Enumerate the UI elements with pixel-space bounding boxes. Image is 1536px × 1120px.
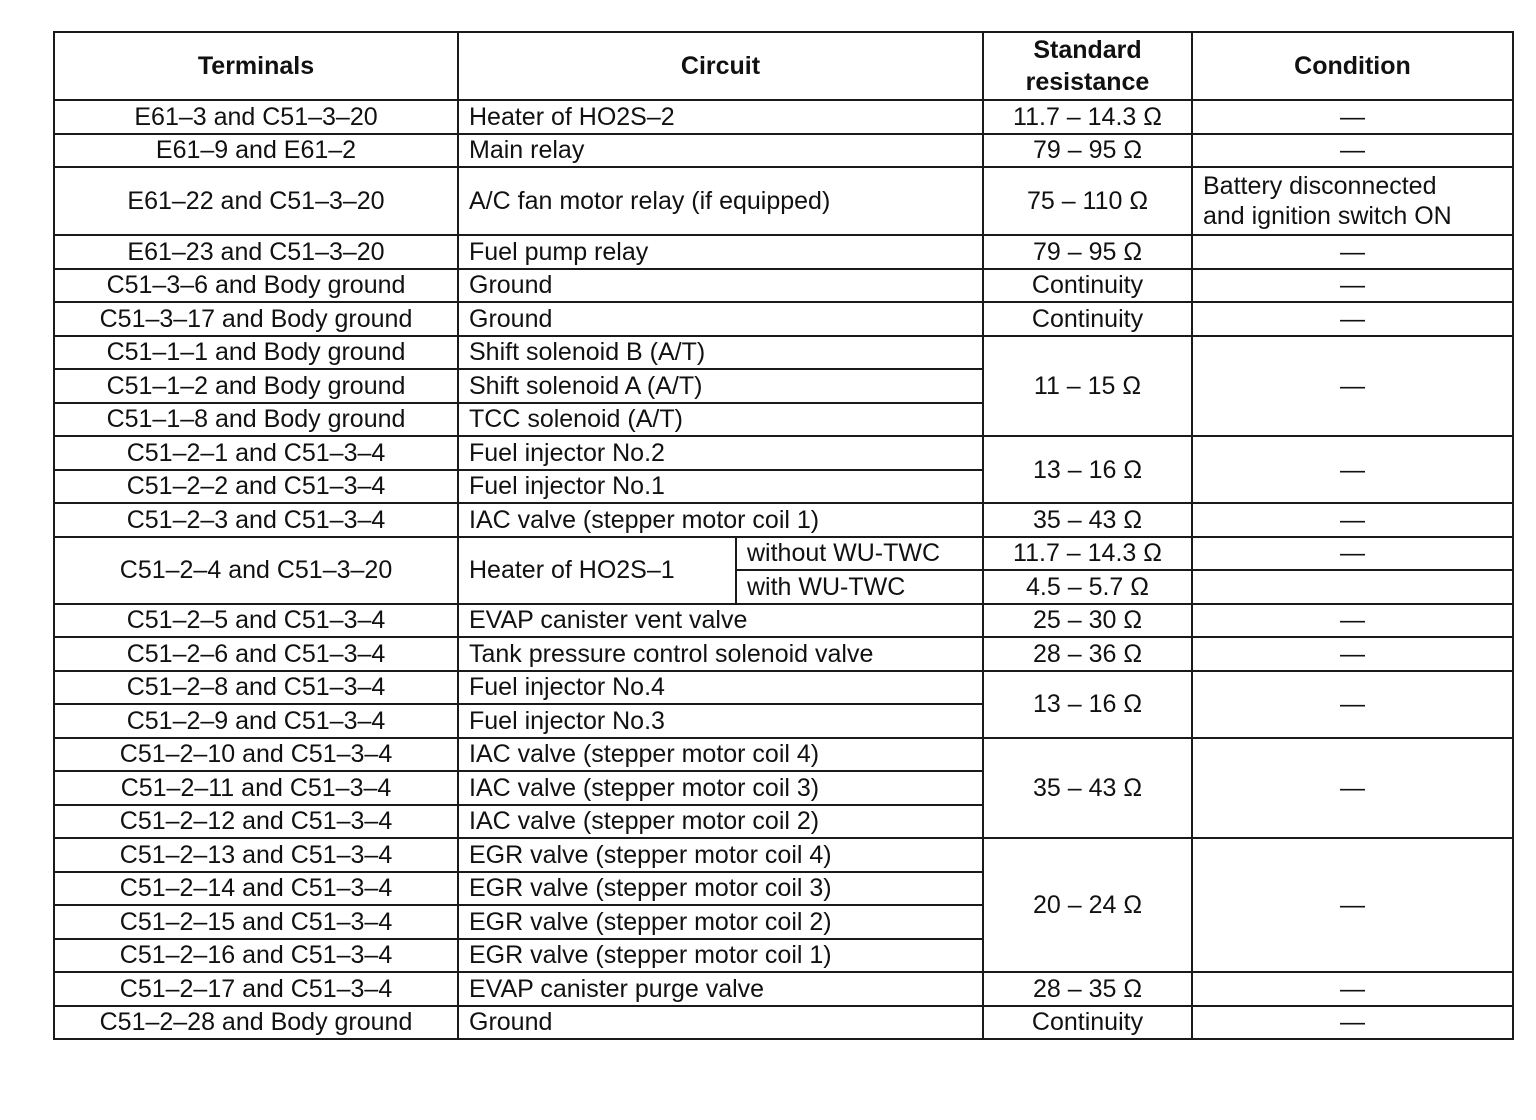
terminals-cell: E61–22 and C51–3–20 <box>54 167 458 235</box>
circuit-cell: Ground <box>458 1006 983 1040</box>
circuit-variant-cell: with WU-TWC <box>736 570 983 604</box>
terminals-cell: C51–2–5 and C51–3–4 <box>54 604 458 638</box>
terminals-cell: C51–2–10 and C51–3–4 <box>54 738 458 772</box>
condition-cell: — <box>1192 671 1513 738</box>
terminals-cell: C51–2–13 and C51–3–4 <box>54 838 458 872</box>
terminals-cell: C51–1–2 and Body ground <box>54 369 458 403</box>
table-row <box>54 336 1513 370</box>
circuit-cell: EVAP canister purge valve <box>458 972 983 1006</box>
circuit-variant-cell: without WU-TWC <box>736 537 983 571</box>
circuit-cell: Shift solenoid A (A/T) <box>458 369 983 403</box>
table-row <box>54 436 1513 470</box>
condition-cell <box>1192 570 1513 604</box>
terminals-cell: C51–2–3 and C51–3–4 <box>54 503 458 537</box>
condition-cell: — <box>1192 1006 1513 1040</box>
header-standard-resistance-line1: Standard <box>1033 36 1142 64</box>
condition-cell: — <box>1192 302 1513 336</box>
condition-cell: — <box>1192 436 1513 503</box>
resistance-cell: 11 – 15 Ω <box>983 336 1192 437</box>
table-row <box>54 503 1513 537</box>
resistance-cell: Continuity <box>983 302 1192 336</box>
circuit-cell: Tank pressure control solenoid valve <box>458 637 983 671</box>
resistance-cell: 13 – 16 Ω <box>983 436 1192 503</box>
terminals-cell: C51–2–15 and C51–3–4 <box>54 905 458 939</box>
circuit-cell: Fuel pump relay <box>458 235 983 269</box>
terminals-cell: C51–2–11 and C51–3–4 <box>54 771 458 805</box>
circuit-cell: IAC valve (stepper motor coil 1) <box>458 503 983 537</box>
resistance-cell: 75 – 110 Ω <box>983 167 1192 235</box>
resistance-cell: 28 – 36 Ω <box>983 637 1192 671</box>
terminals-cell: C51–2–17 and C51–3–4 <box>54 972 458 1006</box>
terminals-cell: C51–1–1 and Body ground <box>54 336 458 370</box>
circuit-cell: EGR valve (stepper motor coil 3) <box>458 872 983 906</box>
circuit-cell: EVAP canister vent valve <box>458 604 983 638</box>
terminals-cell: C51–3–6 and Body ground <box>54 269 458 303</box>
table-row <box>54 537 1513 571</box>
resistance-cell: 4.5 – 5.7 Ω <box>983 570 1192 604</box>
header-standard-resistance <box>983 32 1192 100</box>
resistance-cell: Continuity <box>983 1006 1192 1040</box>
circuit-cell: TCC solenoid (A/T) <box>458 403 983 437</box>
condition-cell: — <box>1192 100 1513 134</box>
condition-cell: — <box>1192 235 1513 269</box>
circuit-cell: Heater of HO2S–1 <box>458 537 736 604</box>
circuit-cell: IAC valve (stepper motor coil 3) <box>458 771 983 805</box>
condition-cell: — <box>1192 134 1513 168</box>
terminals-cell: C51–2–4 and C51–3–20 <box>54 537 458 604</box>
table-row <box>54 671 1513 705</box>
table-row <box>54 167 1513 235</box>
table-row <box>54 838 1513 872</box>
table-row <box>54 269 1513 303</box>
terminals-cell: C51–2–28 and Body ground <box>54 1006 458 1040</box>
terminals-cell: E61–3 and C51–3–20 <box>54 100 458 134</box>
terminals-cell: C51–2–16 and C51–3–4 <box>54 939 458 973</box>
terminals-cell: C51–2–6 and C51–3–4 <box>54 637 458 671</box>
resistance-cell: 11.7 – 14.3 Ω <box>983 537 1192 571</box>
resistance-cell: 20 – 24 Ω <box>983 838 1192 972</box>
table-row <box>54 637 1513 671</box>
condition-cell: — <box>1192 637 1513 671</box>
header-condition: Condition <box>1192 32 1513 100</box>
condition-cell: — <box>1192 604 1513 638</box>
resistance-cell: Continuity <box>983 269 1192 303</box>
circuit-cell: Fuel injector No.3 <box>458 704 983 738</box>
terminals-cell: E61–23 and C51–3–20 <box>54 235 458 269</box>
condition-cell: — <box>1192 269 1513 303</box>
resistance-cell: 35 – 43 Ω <box>983 503 1192 537</box>
condition-cell <box>1192 167 1513 235</box>
table-row <box>54 100 1513 134</box>
resistance-cell: 25 – 30 Ω <box>983 604 1192 638</box>
circuit-cell: Ground <box>458 302 983 336</box>
condition-line2: and ignition switch ON <box>1203 202 1452 230</box>
header-terminals: Terminals <box>54 32 458 100</box>
condition-cell: — <box>1192 838 1513 972</box>
resistance-cell: 35 – 43 Ω <box>983 738 1192 839</box>
condition-cell: — <box>1192 336 1513 437</box>
circuit-cell: EGR valve (stepper motor coil 2) <box>458 905 983 939</box>
table-row <box>54 302 1513 336</box>
condition-cell: — <box>1192 503 1513 537</box>
header-circuit: Circuit <box>458 32 983 100</box>
resistance-cell: 13 – 16 Ω <box>983 671 1192 738</box>
terminals-cell: C51–3–17 and Body ground <box>54 302 458 336</box>
table-row <box>54 604 1513 638</box>
header-row <box>54 32 1513 100</box>
circuit-cell: Fuel injector No.2 <box>458 436 983 470</box>
resistance-cell: 79 – 95 Ω <box>983 235 1192 269</box>
circuit-cell: Fuel injector No.1 <box>458 470 983 504</box>
circuit-cell: Heater of HO2S–2 <box>458 100 983 134</box>
circuit-cell: Shift solenoid B (A/T) <box>458 336 983 370</box>
table-row <box>54 738 1513 772</box>
condition-cell: — <box>1192 972 1513 1006</box>
terminals-cell: C51–2–12 and C51–3–4 <box>54 805 458 839</box>
resistance-cell: 11.7 – 14.3 Ω <box>983 100 1192 134</box>
resistance-cell: 28 – 35 Ω <box>983 972 1192 1006</box>
terminals-cell: C51–2–9 and C51–3–4 <box>54 704 458 738</box>
table-row <box>54 972 1513 1006</box>
terminals-cell: C51–1–8 and Body ground <box>54 403 458 437</box>
table-row <box>54 235 1513 269</box>
circuit-cell: Ground <box>458 269 983 303</box>
terminals-cell: C51–2–1 and C51–3–4 <box>54 436 458 470</box>
table-row <box>54 1006 1513 1040</box>
terminals-cell: C51–2–2 and C51–3–4 <box>54 470 458 504</box>
circuit-cell: Main relay <box>458 134 983 168</box>
circuit-cell: EGR valve (stepper motor coil 1) <box>458 939 983 973</box>
circuit-cell: Fuel injector No.4 <box>458 671 983 705</box>
condition-cell: — <box>1192 738 1513 839</box>
resistance-spec-table <box>53 31 1514 1040</box>
terminals-cell: C51–2–8 and C51–3–4 <box>54 671 458 705</box>
condition-cell: — <box>1192 537 1513 571</box>
circuit-cell: IAC valve (stepper motor coil 2) <box>458 805 983 839</box>
resistance-cell: 79 – 95 Ω <box>983 134 1192 168</box>
circuit-cell: A/C fan motor relay (if equipped) <box>458 167 983 235</box>
circuit-cell: IAC valve (stepper motor coil 4) <box>458 738 983 772</box>
terminals-cell: C51–2–14 and C51–3–4 <box>54 872 458 906</box>
circuit-cell: EGR valve (stepper motor coil 4) <box>458 838 983 872</box>
terminals-cell: E61–9 and E61–2 <box>54 134 458 168</box>
header-standard-resistance-line2: resistance <box>1025 68 1150 96</box>
table-row <box>54 134 1513 168</box>
condition-line1: Battery disconnected <box>1203 172 1437 200</box>
